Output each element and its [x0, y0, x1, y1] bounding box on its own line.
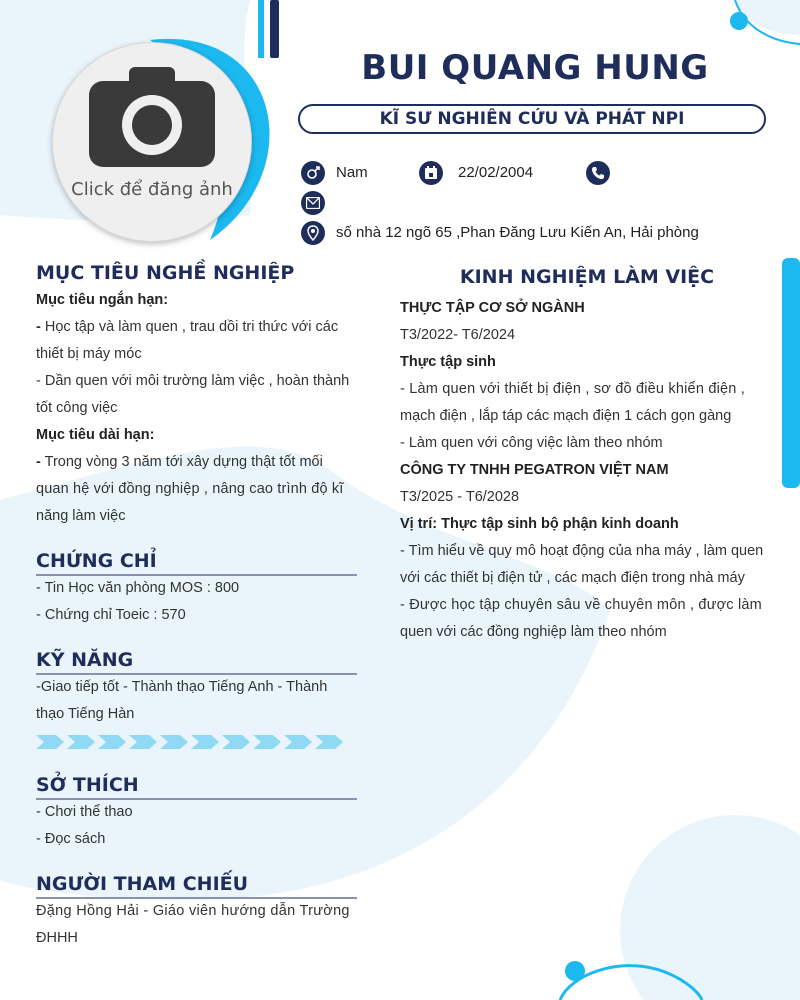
job-company: THỰC TẬP CƠ SỞ NGÀNH [400, 300, 585, 316]
short-term-line [36, 314, 358, 341]
skill-rating-chevrons [36, 733, 356, 751]
hobby-item: - Đọc sách [36, 831, 106, 847]
job-title-text: KĨ SƯ NGHIÊN CỨU VÀ PHÁT NPI [379, 109, 685, 129]
skills-line: thạo Tiếng Hàn [36, 706, 135, 722]
short-term-label: Mục tiêu ngắn hạn: [36, 292, 169, 308]
skill-chevron [36, 735, 64, 749]
skill-chevron [191, 735, 219, 749]
short-term-line: - Dần quen với môi trường làm việc , hoàn thành [36, 373, 350, 389]
certificate-item: - Chứng chỉ Toeic : 570 [36, 607, 186, 623]
candidate-name: BUI QUANG HUNG [361, 48, 709, 88]
skill-chevron [67, 735, 95, 749]
birthday-value: 22/02/2004 [458, 164, 534, 181]
skill-chevron [98, 735, 126, 749]
skill-chevron [315, 735, 343, 749]
short-term-line: tốt công việc [36, 400, 118, 416]
address-value: số nhà 12 ngõ 65 ,Phan Đăng Lưu Kiến An, Hải phòng [336, 224, 699, 241]
job-title [298, 104, 766, 134]
job-description: - Làm quen với công việc làm theo nhóm [400, 435, 663, 451]
gender-value: Nam [336, 164, 368, 181]
job-description: - Được học tập chuyên sâu về chuyên môn , được làm [400, 597, 762, 613]
email-icon [301, 191, 325, 215]
skill-chevron [160, 735, 188, 749]
job-company: CÔNG TY TNHH PEGATRON VIỆT NAM [400, 462, 669, 478]
experience-title: KINH NGHIỆM LÀM VIỆC [459, 266, 715, 288]
calendar-icon [419, 161, 443, 185]
long-term-line: năng làm việc [36, 508, 126, 524]
skill-chevron [253, 735, 281, 749]
skill-chevron [284, 735, 312, 749]
reference-title: NGƯỜI THAM CHIẾU [36, 873, 249, 895]
objective-title: MỤC TIÊU NGHỀ NGHIỆP [36, 262, 295, 284]
long-term-label: Mục tiêu dài hạn: [36, 427, 155, 443]
job-description: mạch điện , lắp táp các mạch điện 1 cách gọn gàng [400, 408, 732, 424]
job-description: - Tìm hiểu về quy mô hoạt động của nha máy , làm quen [400, 543, 764, 559]
job-role: Thực tập sinh [400, 354, 496, 370]
job-description: - Làm quen với thiết bị điện , sơ đồ điều khiển điện , [400, 381, 745, 397]
skill-chevron [129, 735, 157, 749]
short-term-text: Học tập và làm quen , trau dồi tri thức với các [44, 319, 339, 335]
certificate-item: - Tin Học văn phòng MOS : 800 [36, 580, 240, 596]
skill-chevron [222, 735, 250, 749]
job-role: Vị trí: Thực tập sinh bộ phận kinh doanh [400, 516, 679, 532]
long-term-line [36, 449, 358, 476]
skills-title: KỸ NĂNG [36, 649, 134, 671]
job-description: với các thiết bị điện tử , các mạch điện trong nhà máy [400, 570, 745, 586]
profile-photo-upload[interactable] [52, 42, 252, 242]
upload-photo-label: Click để đăng ảnh [71, 179, 233, 200]
skills-line: -Giao tiếp tốt - Thành thạo Tiếng Anh - Thành [36, 679, 328, 695]
bullet-dash: - [36, 454, 41, 470]
location-icon [301, 221, 325, 245]
hobby-item: - Chơi thể thao [36, 804, 133, 820]
bullet-dash: - [36, 319, 41, 335]
long-term-text: Trong vòng 3 năm tới xây dựng thật tốt mối [44, 454, 323, 470]
job-period: T3/2025 - T6/2028 [400, 489, 520, 505]
short-term-line: thiết bị máy móc [36, 346, 142, 362]
reference-line: ĐHHH [36, 930, 78, 946]
long-term-line: quan hệ với đồng nghiệp , nâng cao trình độ kĩ [36, 481, 344, 497]
hobbies-title: SỞ THÍCH [36, 774, 139, 796]
job-description: quen với các đồng nghiệp làm theo nhóm [400, 624, 667, 640]
gender-icon [301, 161, 325, 185]
phone-icon [586, 161, 610, 185]
reference-line: Đặng Hồng Hải - Giáo viên hướng dẫn Trường [36, 903, 350, 919]
certificates-title: CHỨNG CHỈ [36, 550, 157, 572]
job-period: T3/2022- T6/2024 [400, 327, 516, 343]
camera-icon [89, 67, 215, 167]
